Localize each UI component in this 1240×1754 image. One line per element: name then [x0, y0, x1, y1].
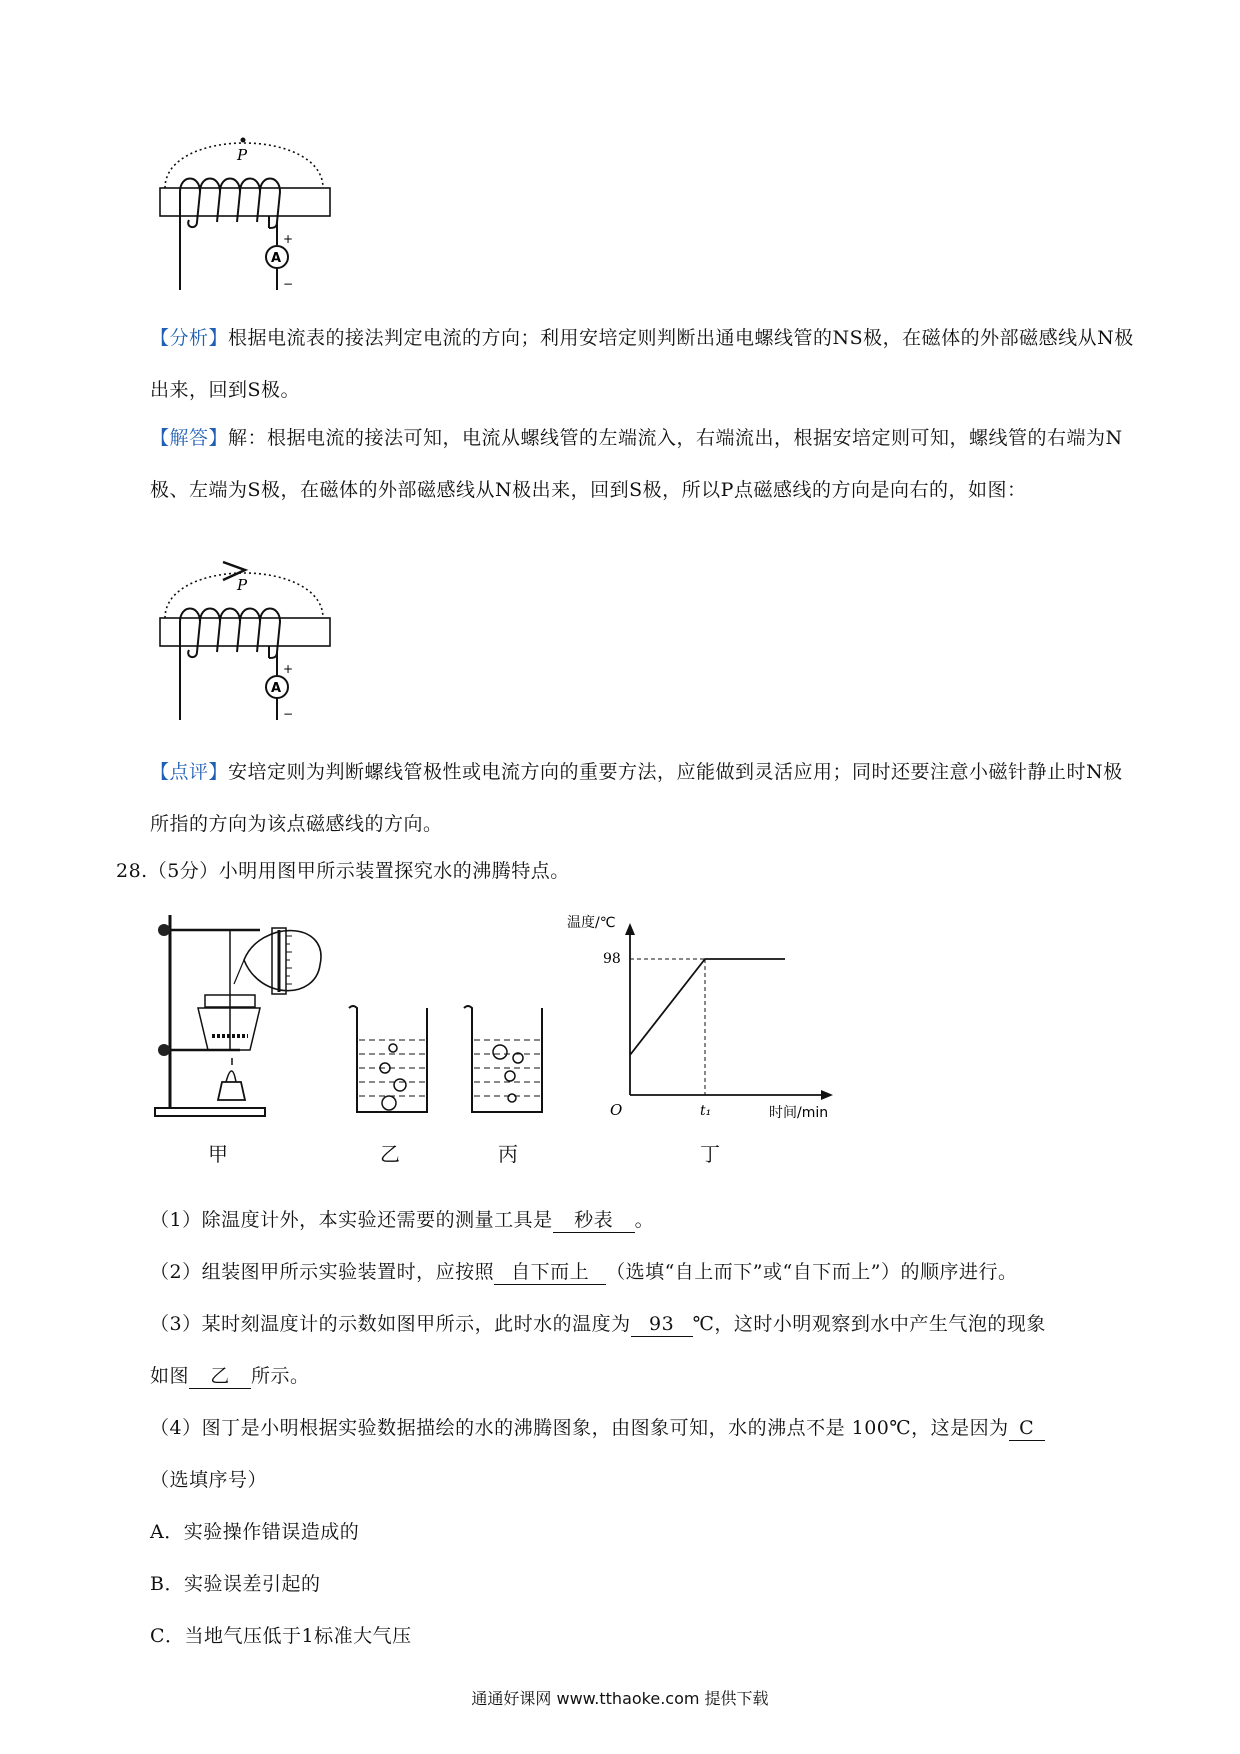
minus-label: −	[283, 277, 294, 291]
answer-text: 解：根据电流的接法可知，电流从螺线管的左端流入，右端流出，根据安培定则可知，螺线管的右端为N极、左端为S极，在磁体的外部磁感线从N极出来，回到S极，所以P点磁感线的方向是向右的，如图：	[150, 427, 1123, 501]
answer-blank-2: 自下而上	[494, 1260, 606, 1285]
solenoid-figure-2	[145, 560, 345, 730]
label-p: P	[237, 576, 248, 594]
analysis-text: 根据电流表的接法判定电流的方向；利用安培定则判断出通电螺线管的NS极，在磁体的外部磁感线从N极出来，回到S极。	[150, 327, 1134, 401]
answer-blank-3: 93	[631, 1312, 693, 1337]
question-28-stem	[116, 856, 570, 883]
solenoid-figure-1	[145, 130, 345, 300]
sub-question-1: （1）除温度计外，本实验还需要的测量工具是 秒表 。	[150, 1209, 655, 1231]
sub-question-2: （2）组装图甲所示实验装置时，应按照 自下而上 （选填“自上而下”或“自下而上”）的顺序进行。	[150, 1261, 1018, 1283]
caption-yi: 乙	[380, 1142, 400, 1166]
minus-label: −	[283, 707, 294, 721]
sub-question-4-line-1: （4）图丁是小明根据实验数据描绘的水的沸腾图象，由图象可知，水的沸点不是 100℃，这是因为 C	[150, 1413, 1045, 1441]
question-text: （5分）小明用图甲所示装置探究水的沸腾特点。	[147, 860, 570, 882]
beaker-figure-bing	[460, 1000, 550, 1120]
sub-question-3-line-1: （3）某时刻温度计的示数如图甲所示，此时水的温度为 93 ℃，这时小明观察到水中产生气泡的现象	[150, 1313, 1046, 1335]
option-b: B．实验误差引起的	[150, 1573, 321, 1595]
ammeter-label: A	[271, 681, 282, 696]
analysis-tag: 【分析】	[150, 327, 229, 349]
page-footer: 通通好课网 www.tthaoke.com 提供下载	[471, 1689, 769, 1708]
origin-label: O	[610, 1101, 623, 1119]
ammeter-label: A	[271, 251, 282, 266]
answer-blank-4: 乙	[189, 1364, 251, 1389]
comment-text: 安培定则为判断螺线管极性或电流方向的重要方法，应能做到灵活应用；同时还要注意小磁针静止时N极所指的方向为该点磁感线的方向。	[150, 761, 1123, 835]
beaker-figure-yi	[345, 1000, 435, 1120]
caption-bing: 丙	[498, 1142, 518, 1166]
caption-jia: 甲	[208, 1142, 228, 1166]
sub-question-4-line-2: （选填序号）	[150, 1469, 268, 1491]
apparatus-figure-jia	[150, 900, 350, 1120]
x-tick-t1: t₁	[700, 1103, 712, 1119]
answer-blank-1: 秒表	[553, 1208, 635, 1233]
x-axis-label: 时间/min	[769, 1105, 829, 1120]
plus-label: +	[283, 662, 294, 676]
answer-tag: 【解答】	[150, 427, 229, 449]
question-number: 28.	[116, 860, 148, 882]
option-a: A．实验操作错误造成的	[150, 1521, 360, 1543]
analysis-paragraph	[150, 312, 1135, 416]
plus-label: +	[283, 232, 294, 246]
label-p: P	[237, 146, 248, 164]
sub-question-3-line-2: 如图 乙 所示。	[150, 1365, 310, 1387]
comment-tag: 【点评】	[150, 761, 229, 783]
comment-paragraph	[150, 746, 1135, 850]
boiling-graph-ding	[555, 905, 845, 1120]
answer-paragraph	[150, 412, 1135, 516]
option-c: C．当地气压低于1标准大气压	[150, 1625, 412, 1647]
answer-blank-5: C	[1009, 1416, 1045, 1441]
y-tick-98: 98	[603, 951, 621, 967]
caption-ding: 丁	[700, 1142, 720, 1166]
y-axis-label: 温度/℃	[567, 915, 616, 931]
